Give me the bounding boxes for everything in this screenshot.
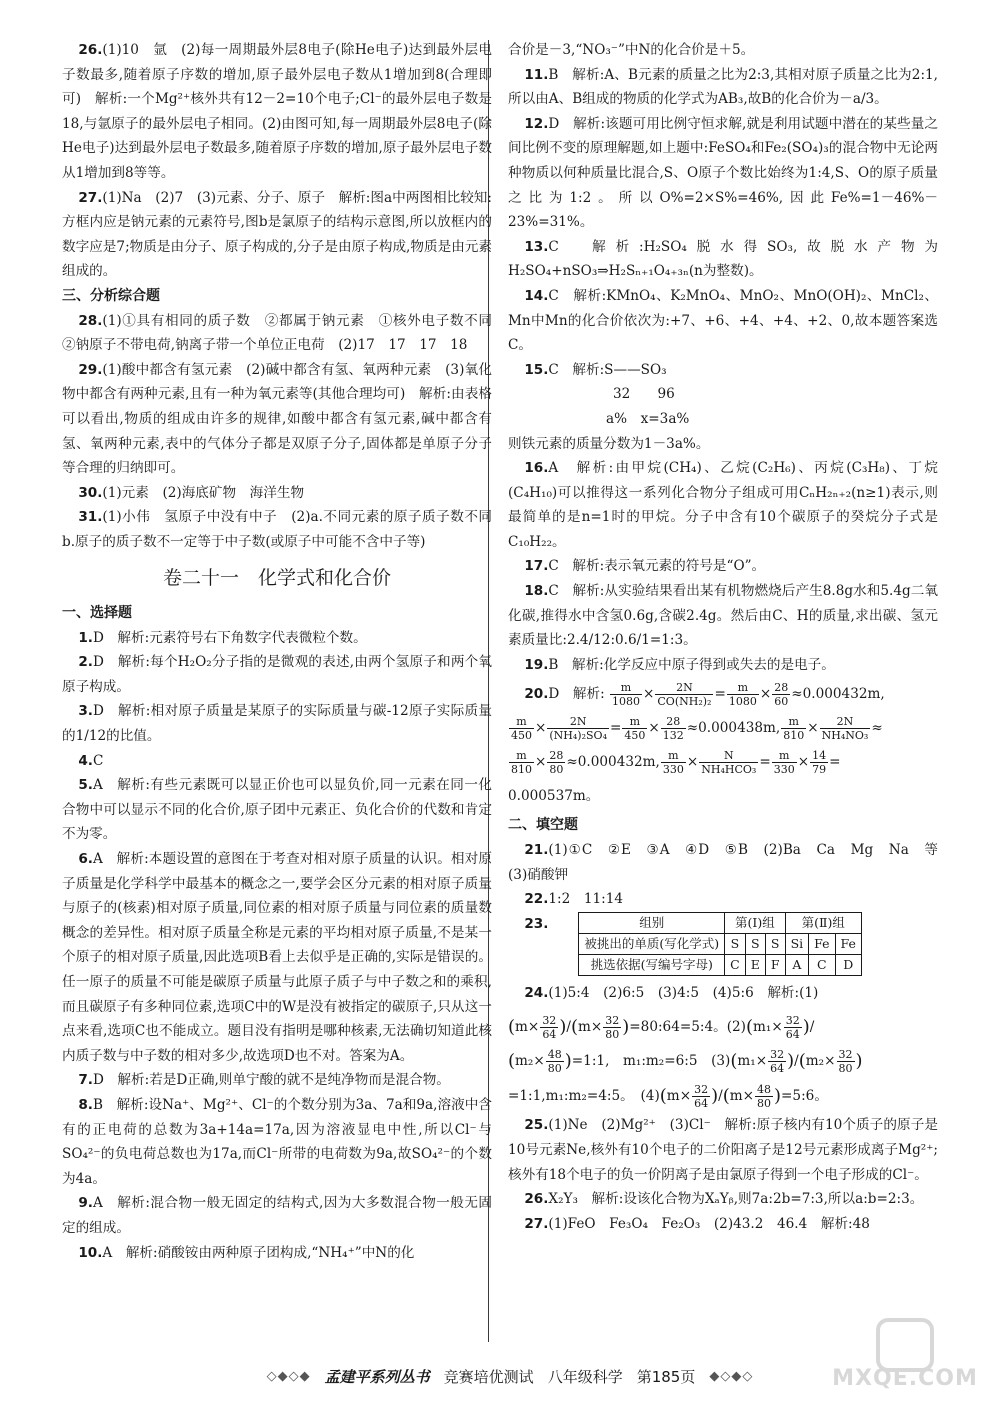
answer-seal-icon [876,1318,934,1372]
answer-12: 12.D 解析:该题可用比例守恒求解,就是利用试题中潜在的某些量之间比例不变的原理解题,如上题中:FeSO₄和Fe₂(SO₄)₃的混合物中无论两种物质以何种质量比混合,S、O原子个数比始终为1:4,S、O的原子质量之比为1:2。所以O%=2×S%=46%,因此Fe%=1－46%－23%=31%。 [508,115,938,231]
fraction: $\frac{m}{1080}$ [728,681,757,709]
answer-27-fill: 27.(1)FeO Fe₃O₄ Fe₂O₃ (2)43.2 46.4 解析:48 [524,1215,870,1232]
right-column [508,38,952,1236]
table-header: 第(Ⅱ)组 [785,912,861,933]
fraction: $\frac{32}{64}$ [694,1082,709,1110]
fraction: $\frac{m}{1080}$ [612,681,640,709]
answer-15-value-row: a% x=3a% [606,410,690,427]
grade-subject: 八年级科学 [547,1367,623,1386]
answer-9: 9.A 解析:混合物一般无固定的结构式,因为大多数混合物一般无固定的组成。 [62,1195,492,1236]
answer-7: 7.D 解析:若是D正确,则单宁酸的就不是纯净物而是混合物。 [78,1072,450,1089]
table-cell: S [725,933,746,954]
fraction: $\frac{m}{810}$ [783,715,805,743]
answer-26: 26.(1)10 氩 (2)每一周期最外层8电子(除He电子)达到最外层电子数最多,随着原子序数的增加,原子最外层电子数从1增加到8(合理即可) 解析:一个Mg²⁺核外共有12－2=10个电子;Cl⁻的最外层电子数是18,与氩原子的最外层电子相同。(2)由图可知,每一周期最外层8电子(除He电子)达到最外层电子数最多,随着原子序数的增加,原子最外层电子数从1增加到8等等。 [62,42,492,181]
fraction: $\frac{28}{80}$ [549,749,564,777]
answer-16: 16.A 解析:由甲烷(CH₄)、乙烷(C₂H₆)、丙烷(C₃H₈)、丁烷(C₄H₁₀)可以推得这一系列化合物分子组成可用CₙH₂ₙ₊₂(n≥1)表示,则最简单的是n=1时的甲烷。分子中含有10个碳原子的癸烷分子式是C₁₀H₂₂。 [508,460,938,550]
fraction: $\frac{14}{79}$ [812,749,827,777]
table-cell: S [745,933,765,954]
table-cell: D [835,954,861,975]
table-row-label: 被挑出的单质(写化学式) [579,933,725,954]
table-cell: Fe [809,933,835,954]
answer-2: 2.D 解析:每个H₂O₂分子指的是微观的表述,由两个氢原子和两个氧原子构成。 [62,654,492,695]
answer-23: 23. 组别 第(Ⅰ)组 第(Ⅱ)组 被挑出的单质(写化学式) S S S Si Fe Fe 挑选依据(写编号字母) C E F A C D [508,912,938,976]
answer-22: 22.1:2 11:14 [524,891,624,908]
table-cell: S [765,933,785,954]
fraction: $\frac{m}{330}$ [662,749,684,777]
answer-31: 31.(1)小伟 氢原子中没有中子 (2)a.不同元素的原子质子数不同 b.原子的质子数不一定等于中子数(或原子中可能不含中子等) [62,509,506,550]
answer-15: 15.C 解析:S——SO₃ [524,361,667,378]
fraction: $\frac{m}{810}$ [511,749,532,777]
fraction: N NH₄HCO₃ [701,749,757,777]
answer-10-continued: 合价是－3,“NO₃⁻”中N的化合价是＋5。 [508,42,755,58]
answer-19: 19.B 解析:化学反应中原子得到或失去的是电子。 [524,656,835,673]
answer-8: 8.B 解析:设Na⁺、Mg²⁺、Cl⁻的个数分别为3a、7a和9a,溶液中含有的正电荷的总数为3a+14a=17a,因为溶液显电中性,所以Cl⁻与SO₄²⁻的负电荷总数也为17a,而Cl⁻所带的电荷数为9a,故SO₄²⁻的个数为4a。 [62,1096,492,1187]
answer-28: 28.(1)①具有相同的质子数 ②都属于钠元素 ①核外电子数不同 ②钠原子不带电荷,钠离子带一个单位正电荷 (2)17 17 17 18 [62,312,506,354]
fraction: $\frac{2N}{\text{NH₄NO₃}}$ [821,715,869,743]
fraction: $\frac{2N}{\text{CO(NH₂)₂}}$ [657,681,712,709]
answer-18: 18.C 解析:从实验结果看出某有机物燃烧后产生8.8g水和5.4g二氧化碳,推得水中含氢0.6g,含碳2.4g。然后由C、H的质量,求出碳、氢元素质量比:2.4/12:0.6/1=1:3。 [508,583,938,649]
fraction: $\frac{m}{450}$ [511,715,532,743]
answer-4: 4.C [78,752,104,769]
section-heading-2: 二、填空题 [508,817,578,834]
answer-15-result: 则铁元素的质量分数为1－3a%。 [508,435,710,452]
answer-29: 29.(1)酸中都含有氢元素 (2)碱中都含有氢、氧两种元素 (3)氧化物中都含有两种元素,且有一种为氧元素等(其他合理均可) 解析:由表格可以看出,物质的组成由许多的规律,如酸中都含有氢元素,碱中都含有氢、氧两种元素,表中的气体分子都是双原子分子,固体都是单原子分子等合理的归纳即可。 [62,361,492,477]
answer-20: 20.D 解析: $\frac{m}{1080}$ × $\frac{2N}{\text{CO(NH₂)₂}}$ = $\frac{m}{1080}$ × $\frac{28}{60}$ ≈0.000432m, $\frac{m}{450}$ × $\frac{2N}{\text{(NH₄)₂SO₄}}$ = $\frac{m}{450}$ × $\frac{28}{132}$ ≈0.000438m, $\frac{m}{810}$ × $\frac{2N}{\text{NH₄NO₃}}$ ≈ $\frac{m}{810}$ × $\frac{28}{80}$ ≈0.000432m, $\frac{m}{330}$ × N NH₄HCO₃ = $\frac{m}{330}$ × $\frac{14}{79}$ = 0.000537m。 [508,681,885,805]
table-cell: E [745,954,765,975]
fraction: $\frac{28}{60}$ [774,681,789,709]
answer-26-fill: 26.X₂Y₃ 解析:设该化合物为XₐYᵦ,则7a:2b=7:3,所以a:b=2:3。 [524,1191,924,1208]
page-number: 第185页 [636,1367,696,1386]
fraction: $\frac{m}{450}$ [624,715,646,743]
table-cell: C [725,954,746,975]
watermark-text: MXQE.COM [832,1366,978,1391]
fraction: $\frac{32}{64}$ [770,1048,785,1076]
fraction: $\frac{28}{132}$ [662,715,684,743]
fraction: $\frac{32}{64}$ [785,1013,800,1041]
answer-6: 6.A 解析:本题设置的意图在于考查对相对原子质量的认识。相对原子质量是化学科学中最基本的概念之一,要学会区分元素的相对原子质量与原子的(核素)相对原子质量,同位素的相对原子质量与同位素的质量数概念的差异性。相对原子质量全称是元素的平均相对原子质量,不是某一个原子的相对原子质量,因此选项B看上去似乎是正确的,实际是错误的。任一原子的质量不可能是碳原子质量与此原子质子与中子数之和的乘积,而且碳原子有多种同位素,选项C中的W是没有被指定的碳原子,只从这一点来看,选项C也不能成立。题目没有指明是哪种核素,无法确切知道此核内质子数与中子数的相对多少,故选项D也不对。答案为A。 [62,851,492,1064]
ornament-right-icon: ◆◇◆◇ [709,1368,754,1384]
fraction: $\frac{32}{80}$ [605,1013,620,1041]
fraction: $\frac{2N}{\text{(NH₄)₂SO₄}}$ [549,715,607,743]
answer-13: 13.C 解析:H₂SO₄脱水得SO₃,故脱水产物为H₂SO₄+nSO₃⇒H₂Sₙ₊₁O₄₊₃ₙ(n为整数)。 [508,238,938,280]
section-heading-1: 一、选择题 [62,605,132,622]
table-cell: Fe [835,933,861,954]
watermark [830,1318,980,1398]
answer-30: 30.(1)元素 (2)海底矿物 海洋生物 [78,484,305,501]
book-title: 竞赛培优测试 [443,1367,534,1386]
fraction: $\frac{48}{80}$ [757,1082,772,1110]
answer-25: 25.(1)Ne (2)Mg²⁺ (3)Cl⁻ 解析:原子核内有10个质子的原子是10号元素Ne,核外有10个电子的二价阳离子是12号元素形成离子Mg²⁺;核外有18个电子的负一价阴离子是由氯原子得到一个电子形成的Cl⁻。 [508,1117,938,1183]
fraction: $\frac{48}{80}$ [547,1048,562,1076]
answer-27: 27.(1)Na (2)7 (3)元素、分子、原子 解析:图a中两图相比较知:方框内应是钠元素的元素符号,图b是氯原子的结构示意图,所以放框内的数字应是7;物质是由分子、原子构成的,分子是由原子构成,物质是由元素组成的。 [62,189,492,280]
answer-23-table [578,912,862,976]
table-row-label: 挑选依据(写编号字母) [579,954,725,975]
table-cell: C [809,954,835,975]
table-cell: F [765,954,785,975]
table-cell: A [785,954,809,975]
fraction: $\frac{32}{80}$ [838,1048,853,1076]
chapter-title: 卷二十一 化学式和化合价 [162,567,391,590]
answer-14: 14.C 解析:KMnO₄、K₂MnO₄、MnO₂、MnO(OH)₂、MnCl₂、Mn中Mn的化合价依次为:+7、+6、+4、+4、+2、0,故本题答案选C。 [508,287,938,354]
answer-10: 10.A 解析:硝酸铵由两种原子团构成,“NH₄⁺”中N的化 [78,1244,415,1261]
answer-17: 17.C 解析:表示氧元素的符号是“O”。 [524,558,766,575]
table-cell: Si [785,933,809,954]
answer-3: 3.D 解析:相对原子质量是某原子的实际质量与碳-12原子实际质量的1/12的比值。 [62,703,492,745]
answer-15-ratio-row: 32 96 [613,386,675,403]
fraction: $\frac{32}{64}$ [542,1013,557,1041]
page-footer [220,1361,800,1391]
fraction: $\frac{m}{330}$ [773,749,795,777]
series-name: 孟建平系列丛书 [324,1367,430,1386]
answer-24: 24.(1)5:4 (2)6:5 (3)4:5 (4)5:6 解析:(1) (m× $\frac{32}{64}$ )/(m× $\frac{32}{80}$ )=80:64=5:4。(2)(m₁× $\frac{32}{64}$ )/ (m₂× $\frac{48}{80}$ )=1:1, m₁:m₂=6:5 (3)(m₁× $\frac{32}{64}$ )/(m₂× $\frac{32}{80}$ ) =1:1,m₁:m₂=4:5。 (4)(m× $\frac{32}{64}$ )/(m× $\frac{48}{80}$ )=5:6。 [508,984,863,1110]
table-header: 组别 [579,912,725,933]
table-header: 第(Ⅰ)组 [725,912,785,933]
answer-11: 11.B 解析:A、B元素的质量之比为2:3,其相对原子质量之比为2:1,所以由A、B组成的物质的化学式为AB₃,故B的化合价为－a/3。 [508,66,938,108]
answer-1: 1.D 解析:元素符号右下角数字代表微粒个数。 [78,629,367,646]
section-heading-3: 三、分析综合题 [62,287,160,304]
answer-21: 21.(1)①C ②E ③A ④D ⑤B (2)Ba Ca Mg Na 等 (3)硝酸钾 [508,842,952,883]
answer-5: 5.A 解析:有些元素既可以显正价也可以显负价,同一元素在同一化合物中可以显示不同的化合价,原子团中元素正、负化合价的代数和肯定不为零。 [62,777,492,843]
left-column [62,38,506,1265]
ornament-left-icon: ◇◆◇◆ [266,1368,311,1384]
